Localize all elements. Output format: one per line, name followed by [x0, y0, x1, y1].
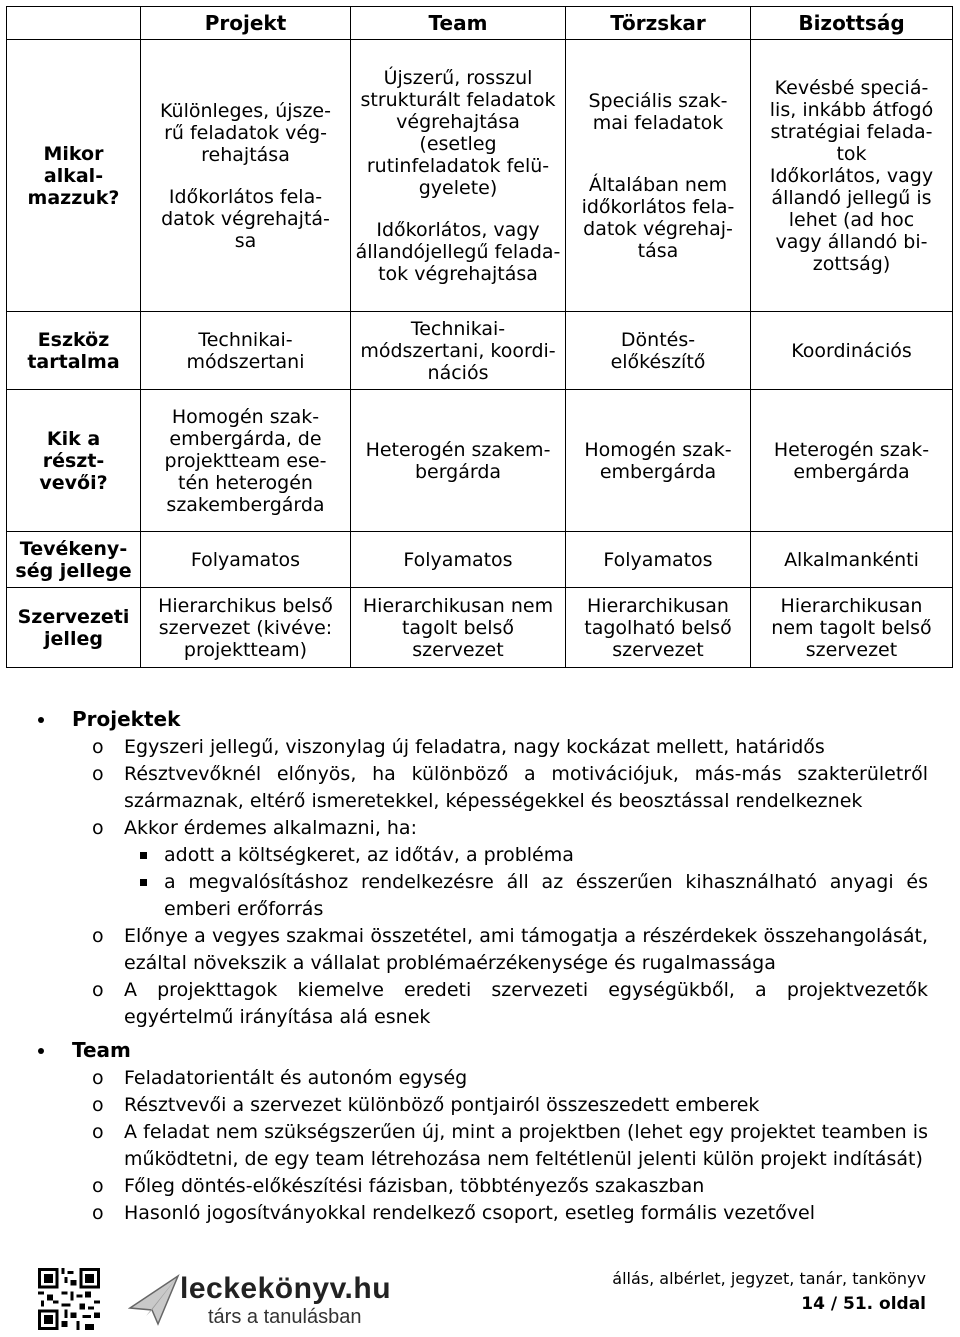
row-header-line: alkal- — [43, 164, 104, 187]
cell-text-line: tok — [836, 142, 867, 165]
cell-text-line: tagolható belső — [584, 616, 732, 639]
cell-text-line: nációs — [427, 361, 489, 384]
cell-text-line — [355, 199, 561, 219]
cell-text-line: szakembergárda — [166, 493, 325, 516]
page-number: 14 / 51. oldal — [801, 1294, 926, 1314]
square-bullet — [140, 879, 147, 886]
list-item — [38, 1119, 928, 1173]
row-header-line: Eszköz — [37, 328, 110, 351]
cell-text-line: rű feladatok vég- — [164, 121, 327, 144]
cell-text-line: Különleges, újsze- — [160, 99, 331, 122]
list-item-text: Előnye a vegyes szakmai összetétel, ami támogatja a részérdekek összehangolását, ezáltal növekszik a vállalat problémaérzékenysége és rugalmassága — [124, 925, 928, 974]
circle-bullet: o — [92, 1121, 104, 1143]
cell-text-line: módszertani — [186, 350, 305, 373]
cell-text-line: Homogén szak- — [171, 405, 320, 428]
row-header — [7, 390, 141, 532]
cell-text-line: sa — [234, 229, 257, 252]
cell-text-line: Folyamatos — [403, 548, 513, 571]
list-item-text: A feladat nem szükségszerűen új, mint a projektben (lehet egy projektet teamben is működtetni, de egy team létrehozása nem feltétlenül jelenti külön projekt indítását) — [124, 1121, 928, 1170]
bullet-dot — [38, 1048, 44, 1054]
table-row — [7, 40, 953, 312]
sub-list-item-text: adott a költségkeret, az időtáv, a probléma — [164, 844, 574, 866]
row-header-line: ség jellege — [15, 559, 132, 582]
cell-text-line: állandójellegű felada- — [355, 240, 561, 263]
list-item-text: Résztvevői a szervezet különböző pontjairól összeszedett emberek — [124, 1094, 760, 1116]
notes-list — [38, 706, 928, 1227]
table-cell — [141, 532, 351, 588]
cell-text-line: embergárda — [599, 460, 717, 483]
cell-text-line: Koordinációs — [791, 339, 912, 362]
circle-bullet: o — [92, 1175, 104, 1197]
list-item-text: A projekttagok kiemelve eredeti szervezeti egységükből, a projektvezetők egyértelmű irányítása alá esnek — [124, 979, 928, 1028]
cell-text-line: tok végrehajtása — [378, 262, 538, 285]
list-item-text: Feladatorientált és autonóm egység — [124, 1067, 468, 1089]
cell-text-line: szervezet — [805, 638, 898, 661]
table-header-row — [7, 7, 953, 40]
row-header-line: Kik a — [46, 427, 101, 450]
header-corner — [7, 7, 141, 40]
cell-text-line: lehet (ad hoc — [788, 208, 915, 231]
cell-text-line: Technikai- — [198, 328, 293, 351]
sub-list-item-text: a megvalósításhoz rendelkezésre áll az ésszerűen kihasználható anyagi és emberi erőforrás — [164, 871, 928, 920]
row-header-line: jelleg — [44, 627, 103, 650]
cell-text-line: Kevésbé speciá- — [774, 76, 929, 99]
header-team: Team — [351, 7, 566, 40]
list-item-text: Főleg döntés-előkészítési fázisban, többtényezős szakaszban — [124, 1175, 705, 1197]
table-cell — [141, 40, 351, 312]
qr-code-icon[interactable] — [38, 1268, 100, 1330]
cell-text-line: strukturált feladatok — [360, 88, 556, 111]
list-item — [38, 977, 928, 1031]
cell-text-line: tén heterogén — [178, 471, 313, 494]
list-item — [38, 815, 928, 842]
cell-text-line: Időkorlátos fela- — [168, 185, 323, 208]
logo-subtitle: társ a tanulásban — [208, 1306, 362, 1328]
cell-text-line: zottság) — [812, 252, 891, 275]
cell-text-line: Újszerű, rosszul — [383, 66, 533, 89]
leckekonyv-logo[interactable] — [122, 1270, 392, 1330]
sub-list-item — [38, 869, 928, 923]
circle-bullet: o — [92, 763, 104, 785]
list-item — [38, 1200, 928, 1227]
circle-bullet: o — [92, 979, 104, 1001]
cell-text-line: projektteam ese- — [164, 449, 327, 472]
footer-tagline: állás, albérlet, jegyzet, tanár, tankönyv — [612, 1269, 926, 1288]
table-row — [7, 312, 953, 390]
table-cell — [751, 588, 953, 668]
table-cell — [351, 390, 566, 532]
list-item — [38, 761, 928, 815]
cell-text-line: Hierarchikus belső — [158, 594, 333, 617]
cell-text-line: végrehajtása (esetleg — [396, 110, 520, 155]
cell-text-line: Speciális szak- — [588, 89, 728, 112]
cell-text-line: Döntés- — [620, 328, 696, 351]
cell-text-line: tagolt belső szervezet — [401, 616, 515, 661]
cell-text-line — [570, 134, 746, 154]
list-item — [38, 1065, 928, 1092]
cell-text-line: nem tagolt belső — [771, 616, 932, 639]
cell-text-line: Homogén szak- — [584, 438, 732, 461]
cell-text-line: módszertani, koordi- — [360, 339, 556, 362]
table-body — [7, 40, 953, 668]
cell-text-line: gyelete) — [418, 176, 498, 199]
cell-text-line: Általában nem — [588, 173, 728, 196]
projektek-title: Projektek — [72, 707, 181, 731]
cell-text-line: datok végrehaj- — [583, 217, 733, 240]
cell-text-line: Technikai- — [410, 317, 506, 340]
circle-bullet: o — [92, 1094, 104, 1116]
list-item — [38, 923, 928, 977]
row-header-line: Tevékeny- — [19, 537, 128, 560]
cell-text-line — [570, 154, 746, 174]
cell-text-line: Heterogén szak- — [773, 438, 930, 461]
cell-text-line: szervezet — [612, 638, 704, 661]
table-cell — [141, 588, 351, 668]
cell-text-line: rutinfeladatok felü- — [366, 154, 550, 177]
table-cell — [141, 390, 351, 532]
row-header-line: Mikor — [43, 142, 104, 165]
paper-plane-icon — [128, 1272, 180, 1328]
table-row — [7, 390, 953, 532]
projektek-section — [38, 706, 928, 734]
table-cell — [566, 532, 751, 588]
circle-bullet: o — [92, 1067, 104, 1089]
cell-text-line: vagy állandó bi- — [775, 230, 928, 253]
row-header — [7, 312, 141, 390]
row-header — [7, 40, 141, 312]
cell-text-line: embergárda, de — [169, 427, 322, 450]
table-cell — [566, 588, 751, 668]
list-item-text: Résztvevőknél előnyös, ha különböző a motivációjuk, más-más szakterületről származnak, eltérő ismeretekkel, képességekkel és beosztással rendelkeznek — [124, 763, 928, 812]
table-cell — [351, 40, 566, 312]
cell-text-line: Hierarchikusan nem — [362, 594, 554, 617]
square-bullet — [140, 852, 147, 859]
list-item — [38, 1092, 928, 1119]
list-item — [38, 734, 928, 761]
list-item-text: Egyszeri jellegű, viszonylag új feladatra, nagy kockázat mellett, határidős — [124, 736, 825, 758]
cell-text-line: Hierarchikusan — [587, 594, 729, 617]
comparison-table — [6, 6, 953, 668]
cell-text-line: Heterogén szakem- — [365, 438, 551, 461]
cell-text-line: lis, inkább átfogó — [769, 98, 934, 121]
table-cell — [751, 532, 953, 588]
logo-text: leckekönyv.hu — [180, 1272, 392, 1305]
cell-text-line: Hierarchikusan — [780, 594, 923, 617]
cell-text-line: stratégiai felada- — [770, 120, 933, 143]
cell-text-line: Időkorlátos, vagy — [769, 164, 934, 187]
cell-text-line: bergárda — [414, 460, 502, 483]
table-cell — [566, 390, 751, 532]
circle-bullet: o — [92, 925, 104, 947]
row-header — [7, 532, 141, 588]
table-cell — [351, 532, 566, 588]
comparison-table-wrapper — [6, 6, 952, 663]
row-header-line: mazzuk? — [27, 186, 120, 209]
row-header-line: részt- — [42, 449, 105, 472]
table-row — [7, 532, 953, 588]
cell-text-line: állandó jellegű is — [771, 186, 932, 209]
header-bizottsag: Bizottság — [751, 7, 953, 40]
table-cell — [141, 312, 351, 390]
row-header-line: Szervezeti — [17, 605, 130, 628]
table-cell — [566, 40, 751, 312]
header-torzskar: Törzskar — [566, 7, 751, 40]
cell-text-line: időkorlátos fela- — [581, 195, 735, 218]
list-item-text: Akkor érdemes alkalmazni, ha: — [124, 817, 417, 839]
cell-text-line: rehajtása — [201, 143, 290, 166]
cell-text-line — [145, 166, 346, 186]
table-cell — [751, 312, 953, 390]
cell-text-line: embergárda — [793, 460, 910, 483]
row-header — [7, 588, 141, 668]
table-cell — [751, 40, 953, 312]
cell-text-line: Alkalmankénti — [784, 548, 919, 571]
table-cell — [751, 390, 953, 532]
cell-text-line: Folyamatos — [603, 548, 713, 571]
list-item — [38, 1173, 928, 1200]
circle-bullet: o — [92, 1202, 104, 1224]
cell-text-line: tása — [637, 239, 679, 262]
table-cell — [351, 588, 566, 668]
cell-text-line: mai feladatok — [592, 111, 724, 134]
list-item-text: Hasonló jogosítványokkal rendelkező csoport, esetleg formális vezetővel — [124, 1202, 816, 1224]
table-cell — [351, 312, 566, 390]
bullet-dot — [38, 717, 44, 723]
cell-text-line: Folyamatos — [190, 548, 301, 571]
table-row — [7, 588, 953, 668]
team-title: Team — [72, 1038, 131, 1062]
circle-bullet: o — [92, 817, 104, 839]
cell-text-line: szervezet (kivéve: — [158, 616, 333, 639]
cell-text-line: előkészítő — [610, 350, 706, 373]
row-header-line: tartalma — [27, 350, 120, 373]
cell-text-line: Időkorlátos, vagy — [376, 218, 540, 241]
page-footer — [0, 1262, 960, 1337]
table-cell — [566, 312, 751, 390]
circle-bullet: o — [92, 736, 104, 758]
team-section — [38, 1037, 928, 1065]
cell-text-line: projektteam) — [183, 638, 308, 661]
row-header-line: vevői? — [39, 471, 108, 494]
header-projekt: Projekt — [141, 7, 351, 40]
sub-list-item — [38, 842, 928, 869]
cell-text-line: datok végrehajtá- — [161, 207, 330, 230]
